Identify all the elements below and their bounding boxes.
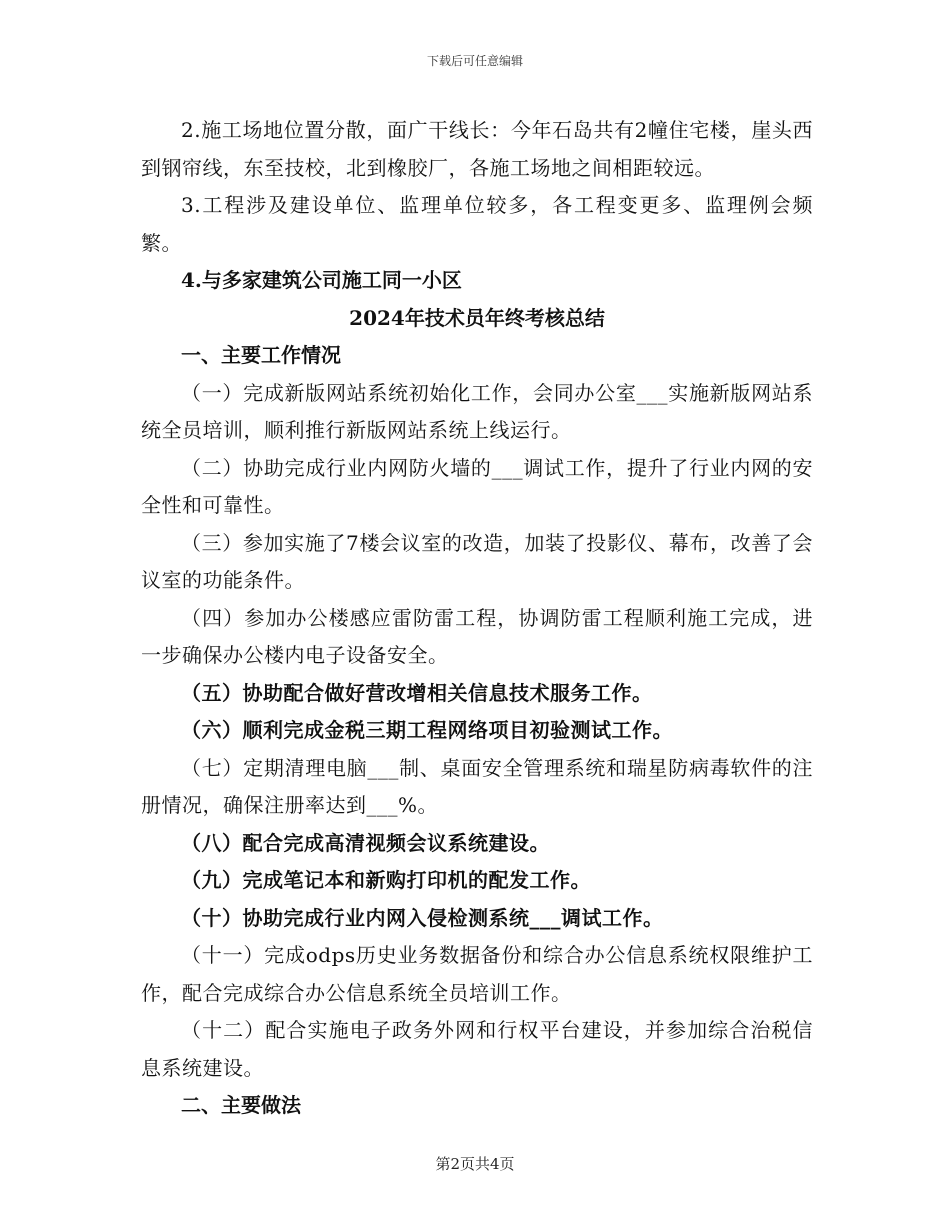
section-heading-main-work: 一、主要工作情况 <box>181 343 341 367</box>
paragraph-same-community: 4.与多家建筑公司施工同一小区 <box>181 268 462 292</box>
paragraph-site-dispersed: 2.施工场地位置分散，面广干线长：今年石岛共有2幢住宅楼，崖头西到钢帘线，东至技校，北到橡胶厂，各施工场地之间相距较远。 <box>141 118 813 180</box>
page-header: 下载后可任意编辑 <box>426 54 523 68</box>
paragraph-many-units: 3.工程涉及建设单位、监理单位较多，各工程变更多、监理例会频繁。 <box>141 193 813 255</box>
work-item-11: （十一）完成odps历史业务数据备份和综合办公信息系统权限维护工作，配合完成综合办公信息系统全员培训工作。 <box>141 943 813 1005</box>
page-footer: 第2页共4页 <box>435 1155 515 1173</box>
work-item-3: （三）参加实施了7楼会议室的改造，加装了投影仪、幕布，改善了会议室的功能条件。 <box>141 530 813 592</box>
work-item-6: （六）顺利完成金税三期工程网络项目初验测试工作。 <box>181 718 673 742</box>
document-title: 2024年技术员年终考核总结 <box>349 305 605 330</box>
work-item-8: （八）配合完成高清视频会议系统建设。 <box>181 830 550 855</box>
work-item-12: （十二）配合实施电子政务外网和行权平台建设，并参加综合治税信息系统建设。 <box>141 1018 813 1080</box>
work-item-2: （二）协助完成行业内网防火墙的___调试工作，提升了行业内网的安全性和可靠性。 <box>141 455 813 517</box>
work-item-5: （五）协助配合做好营改增相关信息技术服务工作。 <box>181 680 653 705</box>
work-item-1: （一）完成新版网站系统初始化工作，会同办公室___实施新版网站系统全员培训，顺利推行新版网站系统上线运行。 <box>141 380 813 442</box>
document-body <box>141 112 813 1125</box>
work-item-9: （九）完成笔记本和新购打印机的配发工作。 <box>181 868 591 892</box>
work-item-10: （十）协助完成行业内网入侵检测系统___调试工作。 <box>181 905 664 930</box>
section-heading-main-methods: 二、主要做法 <box>181 1093 301 1117</box>
work-item-7: （七）定期清理电脑___制、桌面安全管理系统和瑞星防病毒软件的注册情况，确保注册率达到___%。 <box>141 755 813 817</box>
work-item-4: （四）参加办公楼感应雷防雷工程，协调防雷工程顺利施工完成，进一步确保办公楼内电子设备安全。 <box>141 605 813 667</box>
